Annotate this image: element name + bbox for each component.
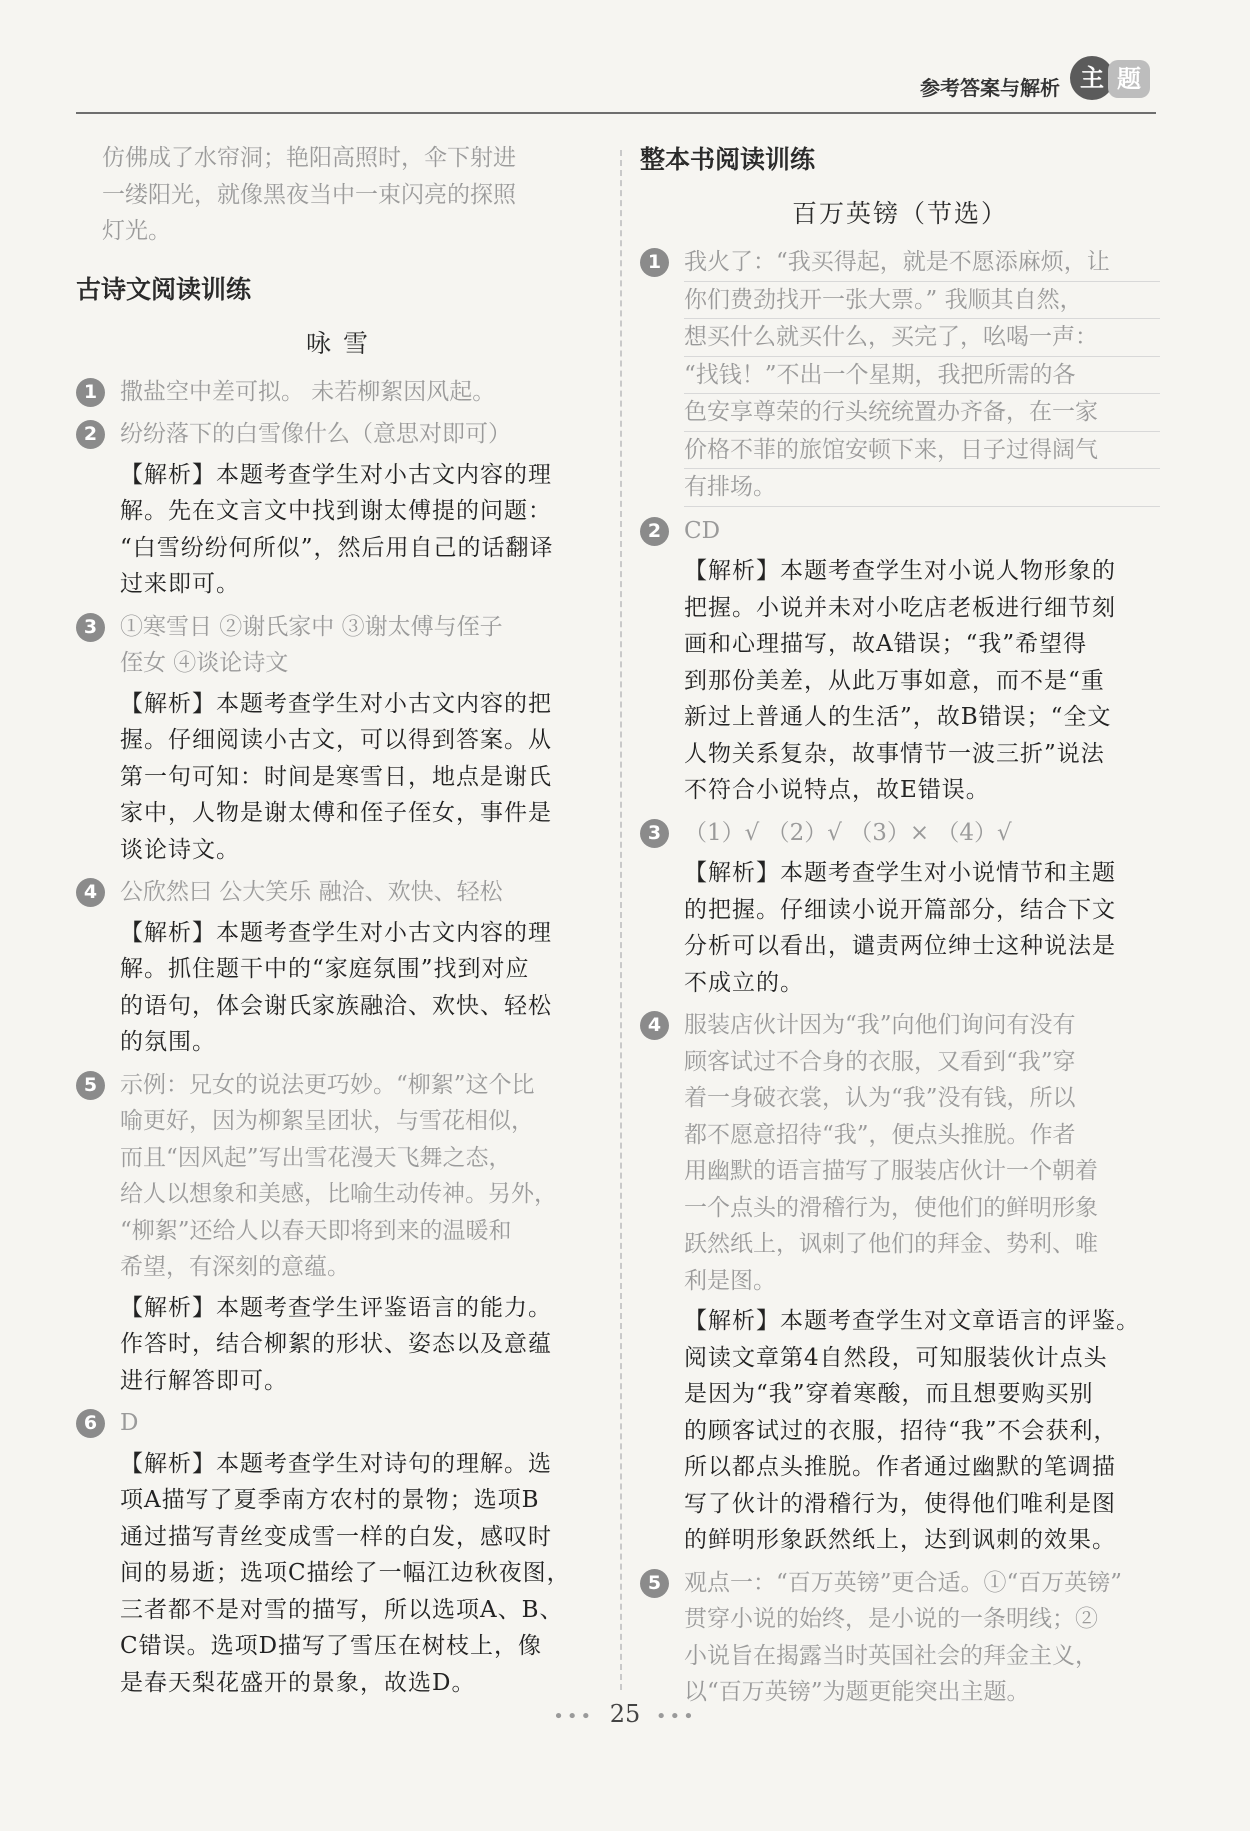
right-answer-item-5 <box>640 1565 1160 1711</box>
answer-line: 给人以想象和美感，比喻生动传神。另外， <box>120 1181 557 1207</box>
header-title: 参考答案与解析 <box>920 76 1060 100</box>
answer-line: 小说旨在揭露当时英国社会的拜金主义， <box>684 1642 1098 1669</box>
right-answer-item-1 <box>640 244 1160 507</box>
answer-line: 纷纷落下的白雪像什么（意思对即可） <box>120 421 511 447</box>
answer-line: 想买什么就买什么，买完了，吆喝一声： <box>684 319 1160 357</box>
answer-line: 公欣然曰 公大笑乐 融洽、欢快、轻松 <box>120 879 503 905</box>
answer-line: 观点一：“百万英镑”更合适。①“百万英镑” <box>684 1569 1123 1596</box>
topic-badge <box>1066 56 1156 100</box>
analysis-line: 不符合小说特点，故E错误。 <box>684 777 990 803</box>
analysis-line: 的鲜明形象跃然纸上，达到讽刺的效果。 <box>684 1527 1116 1553</box>
answer-line: 都不愿意招待“我”，便点头推脱。作者 <box>684 1121 1076 1148</box>
analysis-line: 的顾客试过的衣服，招待“我”不会获利， <box>684 1417 1118 1444</box>
analysis-line: 到那份美差，从此万事如意，而不是“重 <box>684 667 1105 694</box>
answer-line: 侄女 ④谈论诗文 <box>120 650 289 676</box>
intro-line: 灯光。 <box>102 218 171 244</box>
analysis-line: 把握。小说并未对小吃店老板进行细节刻 <box>684 594 1116 621</box>
answer-line: “柳絮”还给人以春天即将到来的温暖和 <box>120 1217 512 1244</box>
intro-paragraph <box>76 140 600 250</box>
analysis-block <box>76 686 600 869</box>
analysis-line: 【解析】本题考查学生对小古文内容的把 <box>120 690 552 717</box>
analysis-line: 的语句，体会谢氏家族融洽、欢快、轻松 <box>120 992 552 1019</box>
answer-line: （1）√ （2）√ （3）× （4）√ <box>684 819 1012 846</box>
left-column <box>76 140 600 1701</box>
analysis-block <box>640 553 1160 809</box>
analysis-line: 是春天梨花盛开的景象，故选D。 <box>120 1669 476 1696</box>
answer-line: 色安享尊荣的行头统统置办齐备，在一家 <box>684 394 1160 432</box>
question-number-badge: 2 <box>640 517 669 546</box>
answer-line: 以“百万英镑”为题更能突出主题。 <box>684 1679 1030 1705</box>
right-answer-item-3 <box>640 815 1160 852</box>
analysis-line: 【解析】本题考查学生对小说情节和主题 <box>684 860 1116 886</box>
analysis-line: “白雪纷纷何所似”，然后用自己的话翻译 <box>120 534 554 561</box>
answer-line: 价格不菲的旅馆安顿下来，日子过得阔气 <box>684 432 1160 470</box>
section-title-whole-book: 整本书阅读训练 <box>640 145 816 174</box>
right-answer-item-4 <box>640 1007 1160 1299</box>
analysis-line: 分析可以看出，谴责两位绅士这种说法是 <box>684 933 1116 959</box>
question-number-badge: 5 <box>76 1071 105 1100</box>
answer-line: ①寒雪日 ②谢氏家中 ③谢太傅与侄子 <box>120 613 503 640</box>
section-title-classical: 古诗文阅读训练 <box>76 274 252 304</box>
analysis-line: 解。抓住题干中的“家庭氛围”找到对应 <box>120 956 530 982</box>
analysis-line: 不成立的。 <box>684 969 804 996</box>
analysis-line: 新过上普通人的生活”，故B错误；“全文 <box>684 704 1112 730</box>
answer-line: 希望，有深刻的意蕴。 <box>120 1254 350 1280</box>
answer-line: CD <box>684 517 721 544</box>
analysis-line: 画和心理描写，故A错误；“我”希望得 <box>684 631 1088 657</box>
analysis-line: 项A描写了夏季南方农村的景物；选项B <box>120 1487 540 1513</box>
left-answer-item-1 <box>76 374 600 411</box>
answer-line: 喻更好，因为柳絮呈团状，与雪花相似， <box>120 1108 534 1134</box>
right-column <box>640 140 1160 1711</box>
right-answer-list <box>640 244 1160 1711</box>
analysis-line: 间的易逝；选项C描绘了一幅江边秋夜图， <box>120 1560 571 1586</box>
analysis-line: C错误。选项D描写了雪压在树枝上，像 <box>120 1633 543 1659</box>
intro-line: 仿佛成了水帘洞；艳阳高照时，伞下射进 <box>102 145 516 171</box>
answer-line: 服装店伙计因为“我”向他们询问有没有 <box>684 1012 1076 1038</box>
analysis-line: 作答时，结合柳絮的形状、姿态以及意蕴 <box>120 1331 552 1357</box>
analysis-block <box>640 855 1160 1001</box>
answer-line: “找钱！”不出一个星期，我把所需的各 <box>684 357 1160 395</box>
answer-line: 利是图。 <box>684 1267 776 1294</box>
analysis-line: 【解析】本题考查学生评鉴语言的能力。 <box>120 1294 552 1321</box>
left-answer-item-2 <box>76 416 600 453</box>
answer-line: 顾客试过不合身的衣服，又看到“我”穿 <box>684 1048 1076 1075</box>
analysis-line: 阅读文章第4自然段，可知服装伙计点头 <box>684 1344 1108 1371</box>
analysis-line: 通过描写青丝变成雪一样的白发，感叹时 <box>120 1523 552 1550</box>
answer-line: 跃然纸上，讽刺了他们的拜金、势利、唯 <box>684 1231 1098 1257</box>
page-header <box>76 50 1156 114</box>
question-number-badge: 2 <box>76 420 105 449</box>
analysis-line: 过来即可。 <box>120 571 240 597</box>
analysis-line: 【解析】本题考查学生对小说人物形象的 <box>684 558 1116 584</box>
analysis-line: 【解析】本题考查学生对小古文内容的理 <box>120 461 552 488</box>
analysis-line: 写了伙计的滑稽行为，使得他们唯利是图 <box>684 1490 1116 1517</box>
intro-line: 一缕阳光，就像黑夜当中一束闪亮的探照 <box>102 181 516 208</box>
analysis-block <box>76 915 600 1061</box>
analysis-line: 进行解答即可。 <box>120 1367 288 1394</box>
question-number-badge: 4 <box>76 878 105 907</box>
left-answer-item-4 <box>76 874 600 911</box>
left-answer-item-5 <box>76 1067 600 1286</box>
analysis-line: 第一句可知：时间是寒雪日，地点是谢氏 <box>120 763 552 790</box>
analysis-block <box>76 457 600 603</box>
left-answer-item-3 <box>76 609 600 682</box>
answer-line: 一个点头的滑稽行为，使他们的鲜明形象 <box>684 1194 1098 1221</box>
analysis-line: 握。仔细阅读小古文，可以得到答案。从 <box>120 727 552 753</box>
answer-line: 示例：兄女的说法更巧妙。“柳絮”这个比 <box>120 1071 535 1098</box>
question-number-badge: 4 <box>640 1011 669 1040</box>
footer-dots-left: ••• <box>553 1706 595 1727</box>
question-number-badge: 3 <box>76 613 105 642</box>
article-title-million-pound: 百万英镑（节选） <box>791 199 1008 228</box>
answer-line: 我火了：“我买得起，就是不愿添麻烦，让 <box>684 244 1160 282</box>
analysis-line: 谈论诗文。 <box>120 836 240 863</box>
analysis-line: 解。先在文言文中找到谢太傅提的问题： <box>120 498 552 524</box>
question-number-badge: 5 <box>640 1569 669 1598</box>
answer-line: 而且“因风起”写出雪花漫天飞舞之态， <box>120 1144 512 1171</box>
badge-char-1: 主 <box>1070 56 1114 100</box>
question-number-badge: 6 <box>76 1409 105 1438</box>
answer-line: 贯穿小说的始终，是小说的一条明线；② <box>684 1606 1098 1632</box>
answer-line: 你们费劲找开一张大票。” 我顺其自然， <box>684 282 1160 320</box>
analysis-line: 是因为“我”穿着寒酸，而且想要购买别 <box>684 1381 1094 1407</box>
left-answer-item-6 <box>76 1405 600 1442</box>
question-number-badge: 1 <box>640 248 669 277</box>
analysis-line: 家中，人物是谢太傅和侄子侄女，事件是 <box>120 800 552 826</box>
left-answer-list <box>76 374 600 1702</box>
analysis-block <box>76 1290 600 1400</box>
answer-line: 撒盐空中差可拟。 未若柳絮因风起。 <box>120 378 496 405</box>
analysis-block <box>640 1303 1160 1559</box>
analysis-line: 人物关系复杂，故事情节一波三折”说法 <box>684 740 1105 767</box>
analysis-block <box>76 1446 600 1702</box>
question-number-badge: 1 <box>76 378 105 407</box>
page-footer <box>0 1700 1250 1728</box>
analysis-line: 所以都点头推脱。作者通过幽默的笔调描 <box>684 1454 1116 1480</box>
analysis-line: 【解析】本题考查学生对小古文内容的理 <box>120 919 552 946</box>
answer-line: 用幽默的语言描写了服装店伙计一个朝着 <box>684 1158 1098 1184</box>
column-divider <box>620 150 622 1690</box>
article-title-yongxue: 咏 雪 <box>306 328 370 358</box>
analysis-line: 【解析】本题考查学生对诗句的理解。选 <box>120 1450 552 1477</box>
badge-char-2: 题 <box>1108 60 1150 98</box>
analysis-line: 【解析】本题考查学生对文章语言的评鉴。 <box>684 1308 1140 1334</box>
question-number-badge: 3 <box>640 819 669 848</box>
page-number: 25 <box>609 1700 641 1728</box>
right-answer-item-2 <box>640 513 1160 550</box>
analysis-line: 三者都不是对雪的描写，所以选项A、B、 <box>120 1596 564 1623</box>
analysis-line: 的把握。仔细读小说开篇部分，结合下文 <box>684 896 1116 923</box>
answer-line: D <box>120 1410 139 1436</box>
footer-dots-right: ••• <box>655 1706 697 1727</box>
answer-line: 着一身破衣裳，认为“我”没有钱，所以 <box>684 1085 1076 1111</box>
analysis-line: 的氛围。 <box>120 1029 216 1055</box>
answer-line: 有排场。 <box>684 469 1160 507</box>
